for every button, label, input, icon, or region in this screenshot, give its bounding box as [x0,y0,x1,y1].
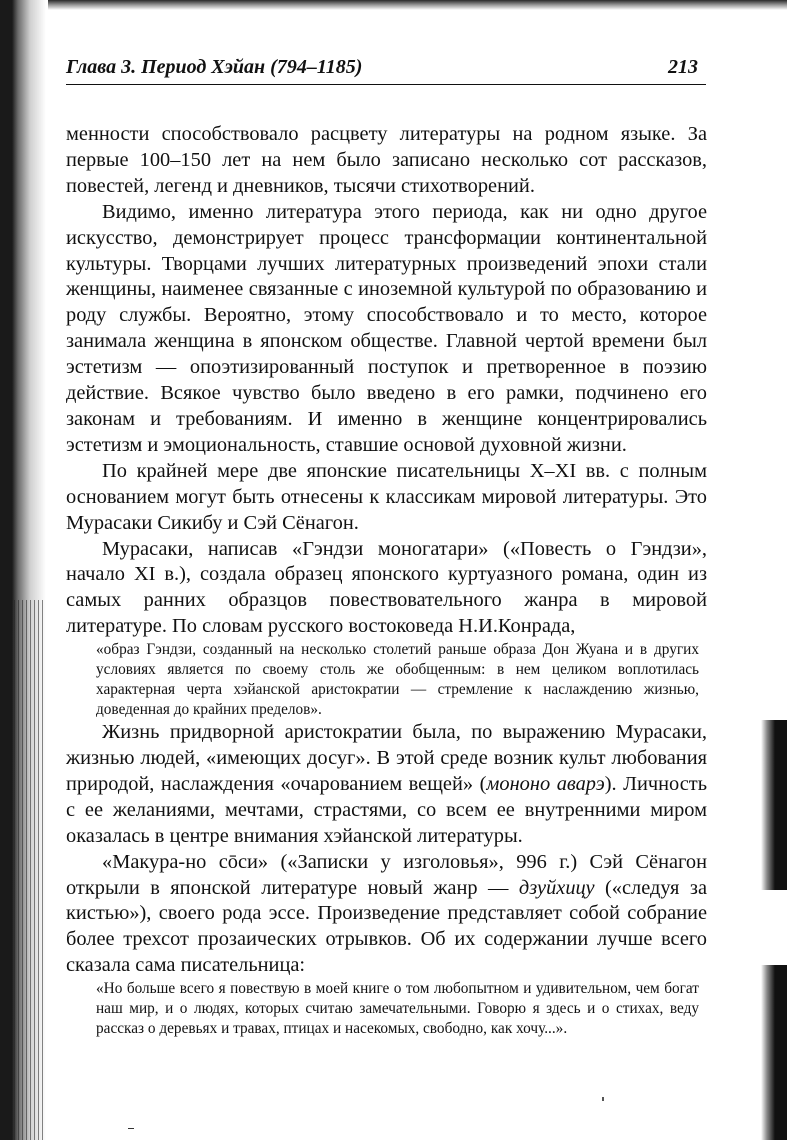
paragraph-6-text-a: «Макура-но сōси» («Записки у изголовья», 996 г.) Сэй Сёнагон открыли в японской литературе новый жанр — [66,850,707,899]
term-mono-no-aware: мононо аварэ [486,772,605,795]
paragraph-6-text-b: («следуя за кистью»), своего рода эссе. Произведение представляет собой собрание более трехсот прозаических отрывков. Об их содержании лучше всего сказала сама писательница: [66,876,707,977]
scan-right-shadow-lower [761,965,787,1140]
page-number: 213 [668,56,698,78]
scan-right-shadow-upper [761,720,787,890]
paragraph-4: Мурасаки, написав «Гэндзи моногатари» («Повесть о Гэндзи», начало XI в.), создала образец японского куртуазного романа, один из самых ранних образцов повествовательного жанра в мировой литературе. По словам русского востоковеда Н.И.Конрада, [66,537,707,638]
paragraph-5-text-b: ). Личность с ее желаниями, мечтами, страстями, со всем ее внутренними миром оказалась в центре внимания хэйанской литературы. [66,772,708,847]
paragraph-5 [66,720,707,850]
page-body [66,122,707,1039]
scan-binding-shadow [0,0,48,1140]
paragraph-3: По крайней мере две японские писательницы X–XI вв. с полным основанием могут быть отнесены к классикам мировой литературы. Это Мурасаки Сикибу и Сэй Сёнагон. [66,459,707,534]
running-head: Глава 3. Период Хэйан (794–1185) [66,56,363,78]
block-quote-sei-shonagon: «Но больше всего я повествую в моей книге о том любопытном и удивительном, чем богат наш мир, и о людях, которых считаю замечательными. Говорю я здесь и о стихах, веду рассказ о деревьях и травах, птицах и насекомых, свободно, как хочу...». [96,980,699,1038]
scan-speck [128,1128,134,1129]
paragraph-6 [66,850,707,980]
page-header [66,54,706,85]
paragraph-1: менности способствовало расцвету литературы на родном языке. За первые 100–150 лет на нем было записано несколько сот рассказов, повестей, легенд и дневников, тысячи стихотворений. [66,123,707,197]
block-quote-konrad: «образ Гэндзи, созданный на несколько столетий раньше образа Дон Жуана и в других условиях является по своему столь же обобщенным: в нем целиком воплотилась характерная черта хэйанской аристократии — стремление к наслаждению жизнью, доведенная до крайних пределов». [96,641,699,719]
scan-top-edge [0,0,787,10]
scan-speck [602,1097,604,1101]
paragraph-2: Видимо, именно литература этого периода, как ни одно другое искусство, демонстрирует процесс трансформации континентальной культуры. Творцами лучших литературных произведений эпохи стали женщины, наименее связанные с иноземной культурой по образованию и роду службы. Вероятно, этому способствовало и то место, которое занимала женщина в японском обществе. Главной чертой времени был эстетизм — опоэтизированный поступок и претворенное в поэзию действие. Всякое чувство было введено в его рамки, подчинено его законам и требованиям. И именно в женщине концентрировались эстетизм и эмоциональность, ставшие основой духовной жизни. [66,200,707,456]
term-dzuihitsu: дзуйхицу [518,876,595,899]
paragraph-5-text-a: Жизнь придворной аристократии была, по выражению Мурасаки, жизнью людей, «имеющих досуг». В этой среде возник культ любования природой, наслаждения «очарованием вещей» ( [66,721,707,795]
scan-page-edges [14,600,44,1140]
